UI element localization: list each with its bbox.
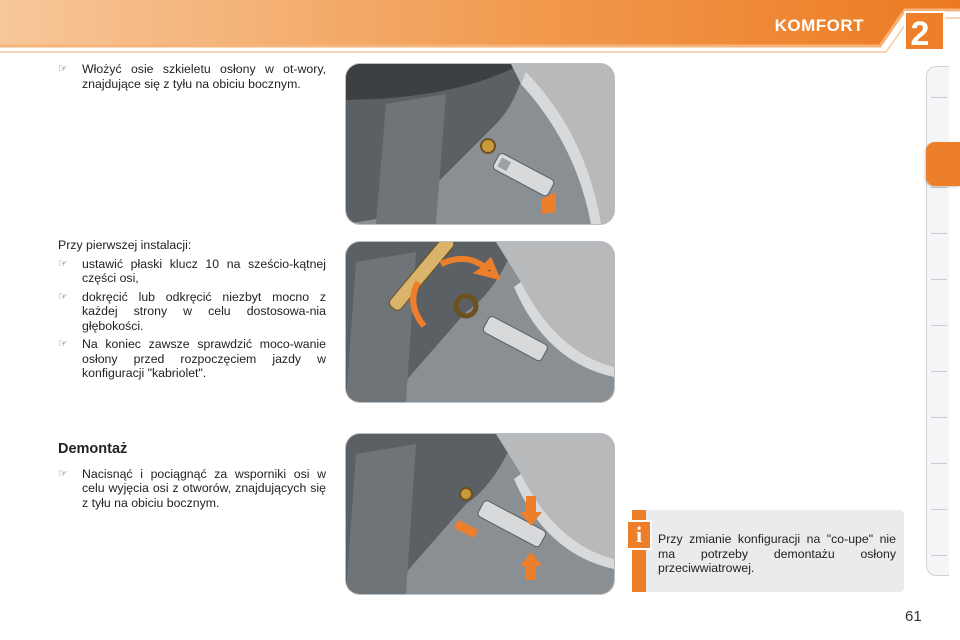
bullet-text: Włożyć osie szkieletu osłony w ot-wory, znajdujące się z tyłu na obiciu bocznym.: [82, 62, 326, 91]
bullet-item: [58, 62, 326, 91]
hand-pointer-icon: ☞: [58, 290, 68, 303]
bullet-text: dokręcić lub odkręcić niezbyt mocno z każdej strony w celu dostosowa-nia głębokości.: [82, 289, 326, 333]
tab-divider: [931, 97, 947, 98]
illustration-adjust-wrench: [346, 242, 614, 402]
bullet-item: [58, 337, 326, 381]
tab-divider: [931, 187, 947, 188]
tab-divider: [931, 371, 947, 372]
bullet-item: [58, 257, 326, 286]
tab-divider: [931, 463, 947, 464]
info-icon: i: [626, 520, 652, 550]
active-chapter-tab[interactable]: [926, 142, 960, 186]
section-first-install-text: [58, 238, 326, 385]
intro-text: Przy pierwszej instalacji:: [58, 238, 192, 252]
page-number: 61: [905, 608, 922, 625]
section-removal-text: [58, 442, 326, 514]
section-install-text: [58, 62, 326, 95]
bullet-text: ustawić płaski klucz 10 na sześcio-kątnej części osi,: [82, 256, 326, 285]
tab-divider: [931, 279, 947, 280]
bullet-item: [58, 290, 326, 334]
chapter-number: 2: [910, 15, 930, 53]
hand-pointer-icon: ☞: [58, 63, 68, 75]
info-text: Przy zmianie konfiguracji na "co-upe" nie ma potrzeby demontażu osłony przeciwwiatrowej.: [658, 532, 896, 575]
illustration-insert-axle: [346, 64, 614, 224]
page-header: [0, 0, 960, 60]
chapter-title: KOMFORT: [774, 16, 864, 35]
hand-pointer-icon: ☞: [58, 257, 68, 270]
section-heading: Demontaż: [58, 441, 128, 457]
tab-divider: [931, 233, 947, 234]
illustration-remove-axle: [346, 434, 614, 594]
tab-divider: [931, 325, 947, 326]
hand-pointer-icon: ☞: [58, 338, 68, 350]
tab-divider: [931, 555, 947, 556]
bullet-item: [58, 467, 326, 511]
tab-divider: [931, 509, 947, 510]
tab-divider: [931, 417, 947, 418]
hand-pointer-icon: ☞: [58, 467, 68, 480]
bullet-text: Nacisnąć i pociągnąć za wsporniki osi w celu wyjęcia osi z otworów, znajdujących się z tyłu na obiciu bocznym.: [82, 466, 326, 510]
bullet-text: Na koniec zawsze sprawdzić moco-wanie osłony przed rozpoczęciem jazdy w konfiguracji "kabriolet".: [82, 337, 326, 380]
